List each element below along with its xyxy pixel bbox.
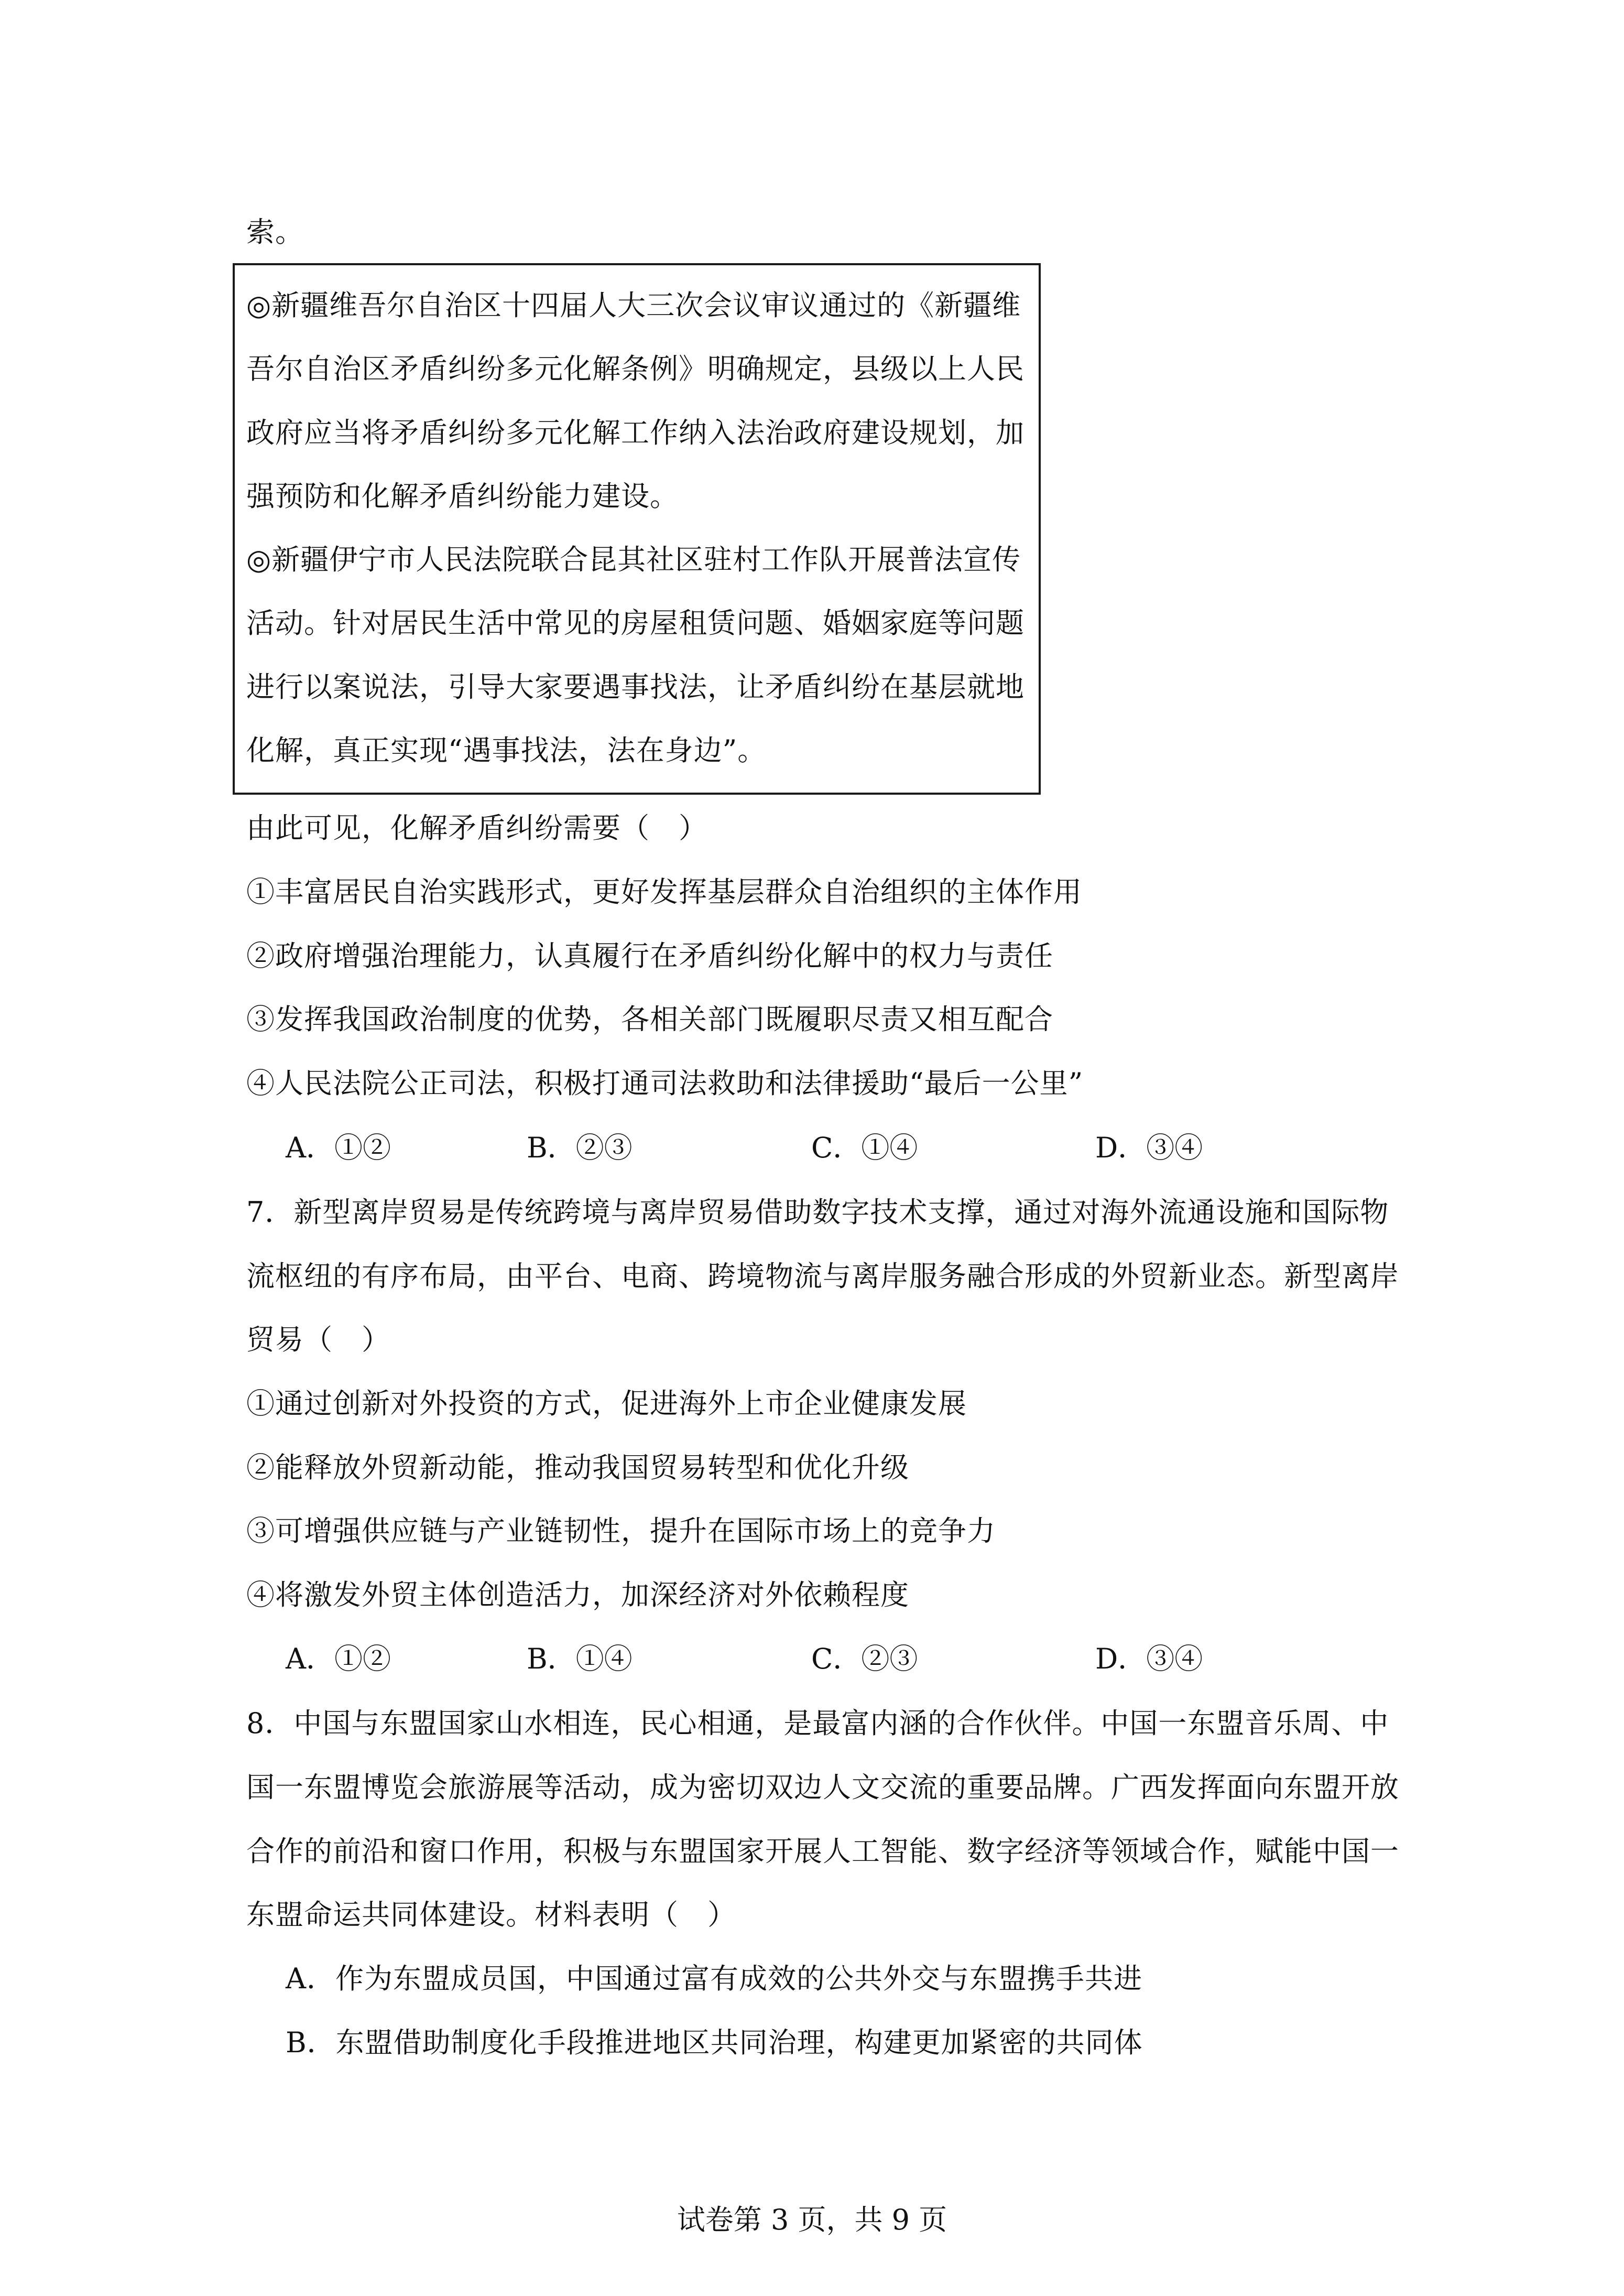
q8-stem-line: 国一东盟博览会旅游展等活动，成为密切双边人文交流的重要品牌。广西发挥面向东盟开放 (246, 1771, 1399, 1804)
material-line: ◎新疆伊宁市人民法院联合昆其社区驻村工作队开展普法宣传 (246, 543, 1021, 576)
q8-stem-line: 8．中国与东盟国家山水相连，民心相通，是最富内涵的合作伙伴。中国一东盟音乐周、中 (246, 1707, 1389, 1740)
q7-item: ①通过创新对外投资的方式，促进海外上市企业健康发展 (246, 1387, 967, 1420)
material-line: 进行以案说法，引导大家要遇事找法，让矛盾纠纷在基层就地 (246, 670, 1024, 703)
q6-option-b[interactable]: B．②③ (527, 1131, 633, 1164)
material-line: 强预防和化解矛盾纠纷能力建设。 (246, 480, 679, 513)
q8-option-a[interactable]: A．作为东盟成员国，中国通过富有成效的公共外交与东盟携手共进 (286, 1962, 1142, 1995)
material-box (233, 263, 1041, 795)
q7-stem-line: 贸易（ ） (246, 1323, 390, 1356)
material-line: ◎新疆维吾尔自治区十四届人大三次会议审议通过的《新疆维 (246, 289, 1021, 322)
material-line: 活动。针对居民生活中常见的房屋租赁问题、婚姻家庭等问题 (246, 607, 1024, 640)
material-line: 吾尔自治区矛盾纠纷多元化解条例》明确规定，县级以上人民 (246, 352, 1024, 385)
q7-option-b[interactable]: B．①④ (527, 1642, 633, 1675)
q7-option-d[interactable]: D．③④ (1095, 1642, 1203, 1675)
q6-option-a[interactable]: A．①② (286, 1131, 391, 1164)
q8-stem-line: 东盟命运共同体建设。材料表明（ ） (246, 1898, 736, 1931)
material-line: 政府应当将矛盾纠纷多元化解工作纳入法治政府建设规划，加 (246, 416, 1024, 449)
q7-option-a[interactable]: A．①② (286, 1642, 391, 1675)
q6-option-d[interactable]: D．③④ (1095, 1131, 1203, 1164)
q6-options (0, 1130, 1624, 1166)
q7-options (0, 1641, 1624, 1677)
q6-stem: 由此可见，化解矛盾纠纷需要（ ） (246, 811, 707, 844)
page-footer: 试卷第 3 页，共 9 页 (677, 2203, 947, 2236)
q7-item: ④将激发外贸主体创造活力，加深经济对外依赖程度 (246, 1578, 909, 1611)
q6-item: ②政府增强治理能力，认真履行在矛盾纠纷化解中的权力与责任 (246, 939, 1053, 972)
q7-option-c[interactable]: C．②③ (811, 1642, 918, 1675)
q8-option-b[interactable]: B．东盟借助制度化手段推进地区共同治理，构建更加紧密的共同体 (286, 2026, 1143, 2059)
q7-stem-line: 7．新型离岸贸易是传统跨境与离岸贸易借助数字技术支撑，通过对海外流通设施和国际物 (246, 1196, 1389, 1229)
q6-item: ④人民法院公正司法，积极打通司法救助和法律援助“最后一公里” (246, 1067, 1084, 1100)
q7-stem-line: 流枢纽的有序布局，由平台、电商、跨境物流与离岸服务融合形成的外贸新业态。新型离岸 (246, 1260, 1399, 1293)
q7-item: ③可增强供应链与产业链韧性，提升在国际市场上的竞争力 (246, 1514, 996, 1547)
material-line: 化解，真正实现“遇事找法，法在身边”。 (246, 734, 767, 767)
q8-stem-line: 合作的前沿和窗口作用，积极与东盟国家开展人工智能、数字经济等领域合作，赋能中国一 (246, 1835, 1399, 1868)
q6-item: ①丰富居民自治实践形式，更好发挥基层群众自治组织的主体作用 (246, 875, 1082, 908)
continuation-text: 索。 (246, 215, 304, 248)
q6-option-c[interactable]: C．①④ (811, 1131, 918, 1164)
q7-item: ②能释放外贸新动能，推动我国贸易转型和优化升级 (246, 1451, 909, 1484)
q6-item: ③发挥我国政治制度的优势，各相关部门既履职尽责又相互配合 (246, 1003, 1053, 1036)
